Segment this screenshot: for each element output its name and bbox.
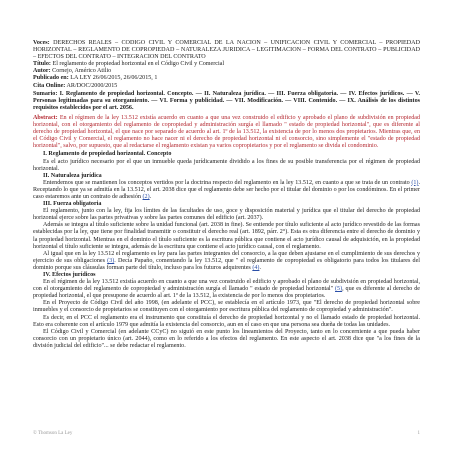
copyright: © Thomson La Ley [33, 431, 73, 436]
abstract-label: Abstract: [33, 114, 58, 121]
footnote-link[interactable]: (5) [335, 286, 343, 293]
paragraph: Entendemos que se mantienen los conceptos vertidos por la doctrina respecto del reglamento en la ley 13.512, en cuanto a que se trata de un contrato (1). Receptando lo que ya se admitía en la 13.512, el art. 2038 dice que el reglamento debe ser hecho por el titular del dominio o por los condóminos. En el primer caso estaremos ante un contrato de adhesión (2). [33, 179, 420, 200]
paragraph: En el régimen de la ley 13.512 existía acuerdo en cuanto a que una vez construido el edificio y aprobado el plano de subdivisión en propiedad horizontal, con el otorgamiento del reglamento de copropiedad y administración surgía el llamado " estado de propiedad horizontal" (5), que es diferente al derecho de propiedad horizontal, el que presupone de acuerdo al art. 1º de la 13.512, la existencia de por lo menos dos propietarios. [33, 279, 420, 300]
paragraph: El Código Civil y Comercial (en adelante CCyC) no siguió en este punto los lineamientos del Proyecto, tanto en lo concerniente a que pueda haber consorcio con un propietario único (art. 2044), como en lo referido a los efectos del reglamento. En este aspecto el art. 2038 dice que "a los fines de la división judicial del edificio"... se debe redactar el reglamento. [33, 328, 420, 349]
sumario: Sumario: I. Reglamento de propiedad horizontal. Concepto. — II. Naturaleza jurídica. — III. Fuerza obligatoria. — IV. Efectos jurídicos. — V. Personas legitimadas para su otorgamiento. — VI. Forma y publicidad. — VII. Modificación. — VIII. Contenido. — IX. Análisis de los distintos requisitos establecidos por el art. 2056. [33, 90, 420, 111]
footnote-link[interactable]: (4) [252, 264, 260, 271]
voces-line: Voces: DERECHOS REALES – CODIGO CIVIL Y COMERCIAL DE LA NACION – UNIFICACION CIVIL Y COMERCIAL – PROPIEDAD HORIZONTAL – REGLAMENTO DE COPROPIEDAD – NATURALEZA JURIDICA – LEGITIMACION – FORMA DEL CONTRATO – PUBLICIDAD – EFECTOS DEL CONTRATO – INTEGRACION DEL CONTRATO [33, 40, 420, 61]
page-footer [33, 431, 420, 436]
article-body [33, 151, 420, 350]
paragraph: Además se integra al título suficiente sobre la unidad funcional (art. 2038 in fine). Se entiende por título suficiente al acto jurídico revestido de las formas establecidas por la ley, que tiene por finalidad transmitir o constituir el derecho real (art. 1892, párr. 2°). Esta es otra diferencia entre el derecho de dominio y la propiedad horizontal. Mientras en el dominio el título suficiente es la escritura pública que contiene el acto jurídico causal de adquisición, en la propiedad horizontal el título suficiente se integra, además de la escritura que contiene el acto jurídico causal, con el reglamento. [33, 222, 420, 250]
paragraph: Es decir, en el PCC el reglamento era el instrumento que constituía el derecho de propiedad horizontal y no el llamado estado de propiedad horizontal. Esto era coherente con el artículo 1979 que admitía la existencia del consorcio, aun en el caso en que una persona sea dueña de todas las unidades. [33, 314, 420, 328]
section-heading-1: I. Reglamento de propiedad horizontal. Concepto [43, 151, 172, 158]
autor-line: Autor: Cornejo, Américo Atilio [33, 68, 112, 75]
footnote-link[interactable]: (1) [411, 179, 419, 186]
section-heading-3: III. Fuerza obligatoria [43, 201, 102, 208]
paragraph: En el Proyecto de Código Civil del año 1998, (en adelante el PCC), se establecía en el artículo 1973, que "El derecho de propiedad horizontal sobre inmuebles y el consorcio de propietarios se constituyen con el otorgamiento por escritura pública del reglamento de copropiedad y administración". [33, 300, 420, 314]
paragraph: Es el acto jurídico necesario por el que un inmueble queda jurídicamente dividido a los fines de su posible transferencia por el régimen de propiedad horizontal. [33, 158, 420, 172]
section-heading-4: IV. Efectos jurídicos [43, 272, 96, 278]
page-number: 1 [417, 431, 420, 436]
cita-line: Cita Online: AR/DOC/2000/2015 [33, 82, 118, 89]
footnote-link[interactable]: (2) [142, 193, 150, 200]
titulo-line: Título: El reglamento de propiedad horizontal en el Código Civil y Comercial [33, 61, 225, 68]
abstract-text: En el régimen de la ley 13.512 existía acuerdo en cuanto a que una vez construido el edificio y aprobado el plano de subdivisión en propiedad horizontal, con el otorgamiento del reglamento de copropiedad y administración surgía el llamado " estado de propiedad horizontal", que es diferente al derecho de propiedad horizontal, el que nace por separado de acuerdo al art. 1º de la 13.512, la existencia de por lo menos dos propietarios. Mientras que, en el Código Civil y Comercial, el reglamento no hace nacer ni el derecho de propiedad horizontal ni el consorcio, sino simplemente el "estado de propiedad horizontal", salvo, por supuesto, que al redactarse el reglamento existan ya varios copropietarios y por el reglamento se divida el condominio. [33, 114, 420, 150]
abstract [33, 115, 420, 150]
paragraph: El reglamento, junto con la ley, fija los límites de las facultades de uso, goce y disposición material y jurídica que el titular del derecho de propiedad horizontal ejerce sobre las partes privativas y sobre las partes comunes del edificio (art. 2037). [33, 208, 420, 222]
section-heading-2: II. Naturaleza jurídica [43, 172, 102, 179]
publicado-line: Publicado en: LA LEY 26/06/2015, 26/06/2015, 1 [33, 75, 158, 82]
footnote-link[interactable]: (3) [107, 257, 115, 264]
paragraph: Al igual que en la ley 13.512 el reglamento es ley para las partes integrantes del consorcio, a la que deben ajustarse en el cumplimiento de sus derechos y ejercicio de sus obligaciones (3). Decía Papaño, comentando la ley 13.512, que " el reglamento de copropiedad es obligatorio para todos los titulares del dominio porque sus cláusulas forman parte del título, incluso para los futuros adquirentes (4). [33, 250, 421, 271]
document-metadata [33, 40, 420, 90]
